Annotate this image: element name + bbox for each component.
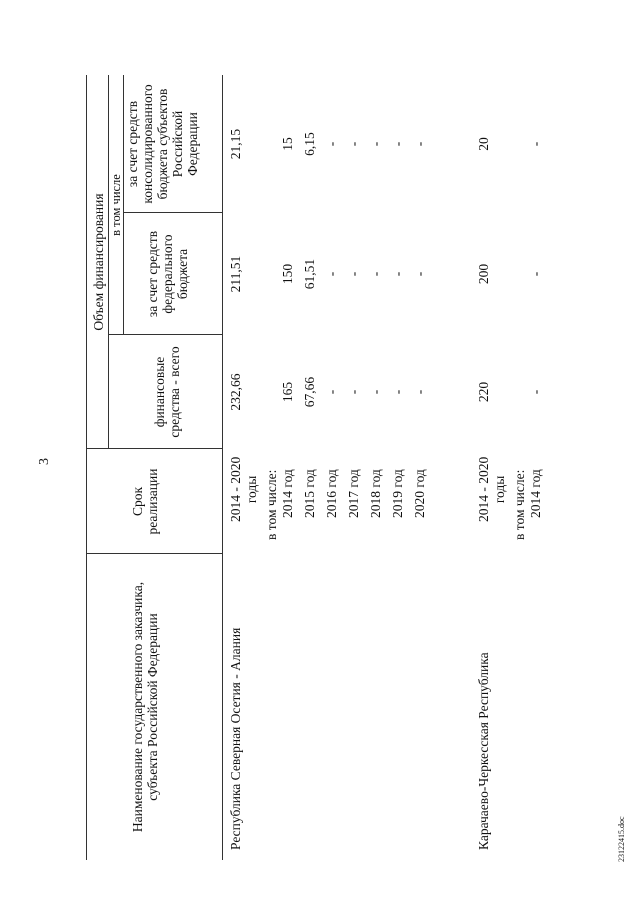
row-regional: - [412,141,427,147]
row-period: 2020 год [412,469,427,518]
table-top-border [86,75,87,860]
row-federal: 200 [476,263,491,285]
row-regional: - [528,141,543,147]
row-period: 2014 год [528,469,543,518]
row-period: 2016 год [324,469,339,518]
row-total: 220 [476,381,491,403]
header-bottom-border [222,75,223,860]
row-period: 2019 год [390,469,405,518]
header-regional: за счет средств консолидированного бюджета субъектов Российской Федерации [125,84,200,204]
row-total: - [324,389,339,395]
row-federal: - [412,271,427,277]
row-name: Карачаево-Черкесская Республика [476,652,491,850]
row-regional: 21,15 [228,128,243,160]
row-regional: 6,15 [302,132,317,156]
row-total: - [412,389,427,395]
row-federal: 61,51 [302,258,317,290]
row-total: 232,66 [228,373,243,411]
row-federal: - [324,271,339,277]
row-regional: - [368,141,383,147]
row-total: - [368,389,383,395]
row-name: Республика Северная Осетия - Алания [228,627,243,850]
row-period: 2014 - 2020 годы [228,456,259,522]
header-total: финансовые средства - всего [152,346,182,438]
header-period: Срок реализации [130,468,160,535]
header-including: в том числе [109,174,123,236]
row-regional: - [324,141,339,147]
row-period: 2015 год [302,469,317,518]
row-federal: - [528,271,543,277]
row-period: в том числе: [264,469,279,540]
row-federal: - [346,271,361,277]
row-total: 165 [280,381,295,403]
row-period: 2014 год [280,469,295,518]
row-period: 2018 год [368,469,383,518]
row-period: 2017 год [346,469,361,518]
row-total: - [390,389,405,395]
row-federal: - [390,271,405,277]
row-period: в том числе: [512,469,527,540]
header-name: Наименование государственного заказчика, субъекта Российской Федерации [130,581,160,833]
row-federal: 150 [280,263,295,285]
footer-doc-code: 23122415.doc [617,816,626,862]
row-period: 2014 - 2020 годы [476,456,507,522]
row-total: - [528,389,543,395]
row-total: - [346,389,361,395]
row-federal: 211,51 [228,255,243,293]
page-number: 3 [37,458,52,465]
row-total: 67,66 [302,376,317,408]
row-regional: - [346,141,361,147]
row-regional: 15 [280,137,295,151]
row-regional: - [390,141,405,147]
header-federal: за счет средств федерального бюджета [145,230,190,318]
row-federal: - [368,271,383,277]
row-regional: 20 [476,137,491,151]
header-funding: Объем финансирования [91,193,106,331]
